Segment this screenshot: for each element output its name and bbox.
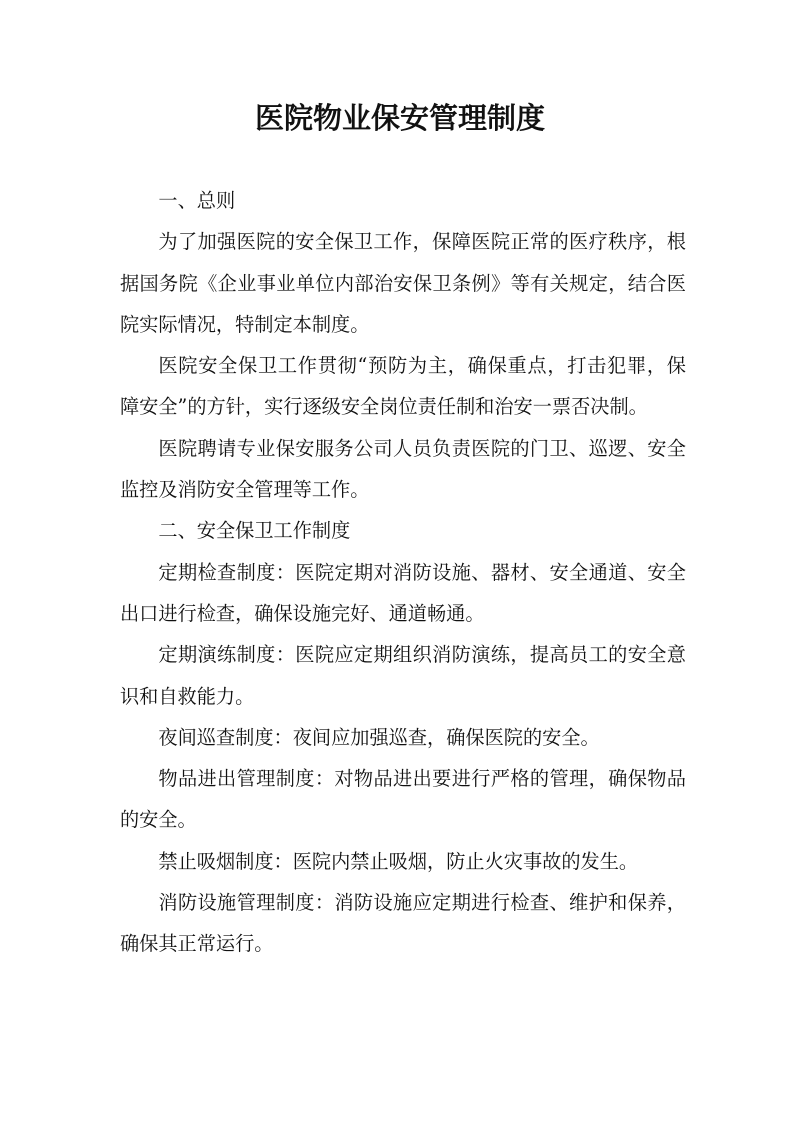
rule-fire-facilities: 消防设施管理制度：消防设施应定期进行检查、维护和保养，确保其正常运行。 (120, 891, 686, 956)
section-heading-general: 一、总则 (158, 189, 236, 212)
rule-regular-inspection: 定期检查制度：医院定期对消防设施、器材、安全通道、安全出口进行检查，确保设施完好、通道畅通。 (120, 560, 686, 625)
rule-night-patrol: 夜间巡查制度：夜间应加强巡查，确保医院的安全。 (158, 725, 600, 749)
rule-goods-control: 物品进出管理制度：对物品进出要进行严格的管理，确保物品的安全。 (120, 767, 686, 832)
section-heading-security-rules: 二、安全保卫工作制度 (158, 519, 351, 543)
rule-regular-drill: 定期演练制度：医院应定期组织消防演练，提高员工的安全意识和自救能力。 (120, 643, 686, 708)
document-body (120, 180, 686, 965)
document-title: 医院物业保安管理制度 (254, 101, 545, 135)
paragraph-policy: 医院安全保卫工作贯彻“预防为主，确保重点，打击犯罪，保障安全”的方针，实行逐级安全岗位责任制和治安一票否决制。 (120, 354, 686, 419)
paragraph-purpose: 为了加强医院的安全保卫工作，保障医院正常的医疗秩序，根据国务院《企业事业单位内部治安保卫条例》等有关规定，结合医院实际情况，特制定本制度。 (120, 230, 686, 336)
paragraph-security-company: 医院聘请专业保安服务公司人员负责医院的门卫、巡逻、安全监控及消防安全管理等工作。 (120, 436, 686, 502)
rule-no-smoking: 禁止吸烟制度：医院内禁止吸烟，防止火灾事故的发生。 (158, 849, 639, 873)
